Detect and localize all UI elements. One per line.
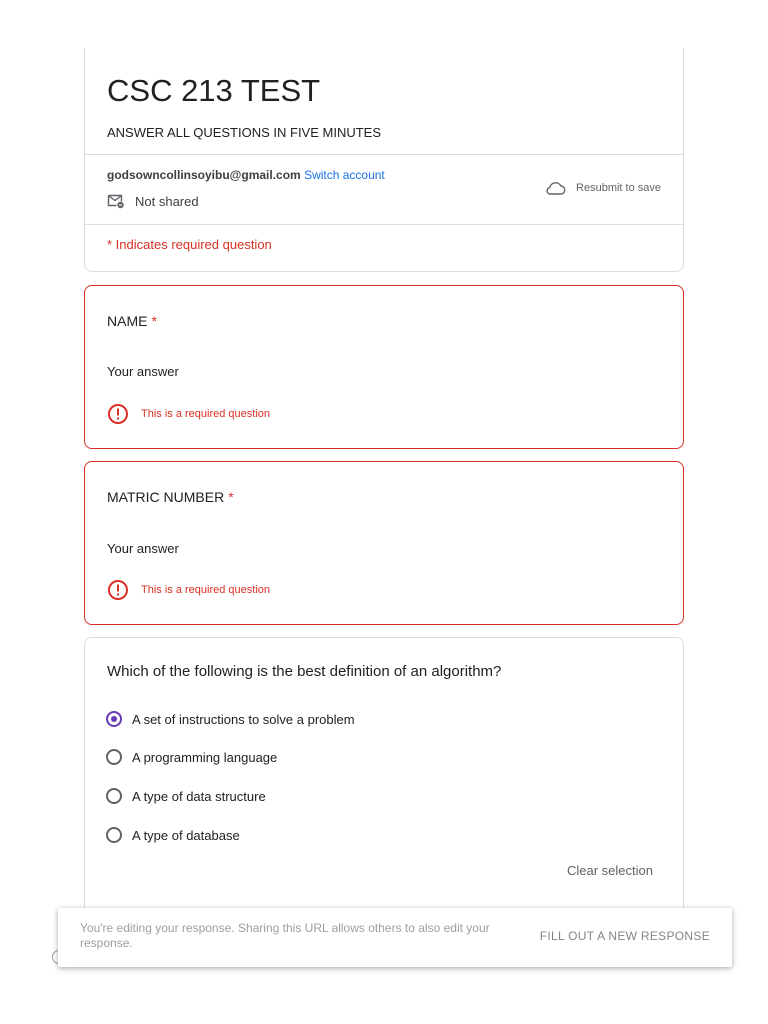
mail-not-shared-icon (107, 193, 125, 209)
option-database[interactable] (106, 827, 240, 843)
fill-out-new-response-button[interactable]: FILL OUT A NEW RESPONSE (539, 929, 710, 943)
resubmit-status (544, 180, 661, 196)
required-question-note: * Indicates required question (107, 237, 272, 252)
question-title (107, 313, 157, 329)
question-card-algorithm (84, 637, 684, 937)
required-error (107, 579, 270, 601)
option-data-structure[interactable] (106, 788, 266, 804)
required-asterisk: * (228, 489, 234, 505)
radio-button[interactable] (106, 827, 122, 843)
question-title-text: MATRIC NUMBER (107, 489, 225, 505)
question-card-matric-number (84, 461, 684, 625)
question-title (107, 489, 234, 505)
form-description: ANSWER ALL QUESTIONS IN FIVE MINUTES (107, 125, 382, 140)
clear-selection-button[interactable]: Clear selection (567, 863, 653, 878)
option-label: A programming language (132, 749, 278, 765)
switch-account-link[interactable]: Switch account (304, 168, 385, 182)
radio-button-checked[interactable] (106, 711, 122, 727)
option-set-of-instructions[interactable] (106, 711, 355, 727)
editing-snackbar (58, 908, 732, 967)
matric-number-input[interactable]: Your answer (107, 541, 179, 556)
required-asterisk: * (151, 313, 157, 329)
name-input[interactable]: Your answer (107, 364, 179, 379)
option-label: A type of data structure (132, 788, 266, 804)
option-label: A set of instructions to solve a problem (132, 711, 355, 727)
radio-button[interactable] (106, 749, 122, 765)
question-title: Which of the following is the best definition of an algorithm? (107, 663, 502, 680)
account-line (107, 168, 385, 182)
not-shared-status (107, 193, 199, 209)
header-divider (85, 154, 683, 155)
not-shared-label: Not shared (135, 193, 199, 209)
resubmit-label: Resubmit to save (576, 182, 661, 194)
form-header-card (84, 48, 684, 272)
required-error-text: This is a required question (141, 584, 271, 596)
option-label: A type of database (132, 827, 240, 843)
radio-button[interactable] (106, 788, 122, 804)
account-email: godsowncollinsoyibu@gmail.com (107, 168, 301, 182)
error-icon (107, 403, 129, 425)
cloud-icon (544, 180, 566, 196)
option-programming-language[interactable] (106, 749, 277, 765)
account-divider (85, 224, 683, 225)
form-title: CSC 213 TEST (107, 73, 321, 108)
error-icon (107, 579, 129, 601)
snackbar-message: You're editing your response. Sharing this URL allows others to also edit your response. (80, 921, 490, 950)
question-title-text: NAME (107, 313, 148, 329)
required-error-text: This is a required question (141, 408, 271, 420)
question-card-name (84, 285, 684, 449)
required-error (107, 403, 270, 425)
